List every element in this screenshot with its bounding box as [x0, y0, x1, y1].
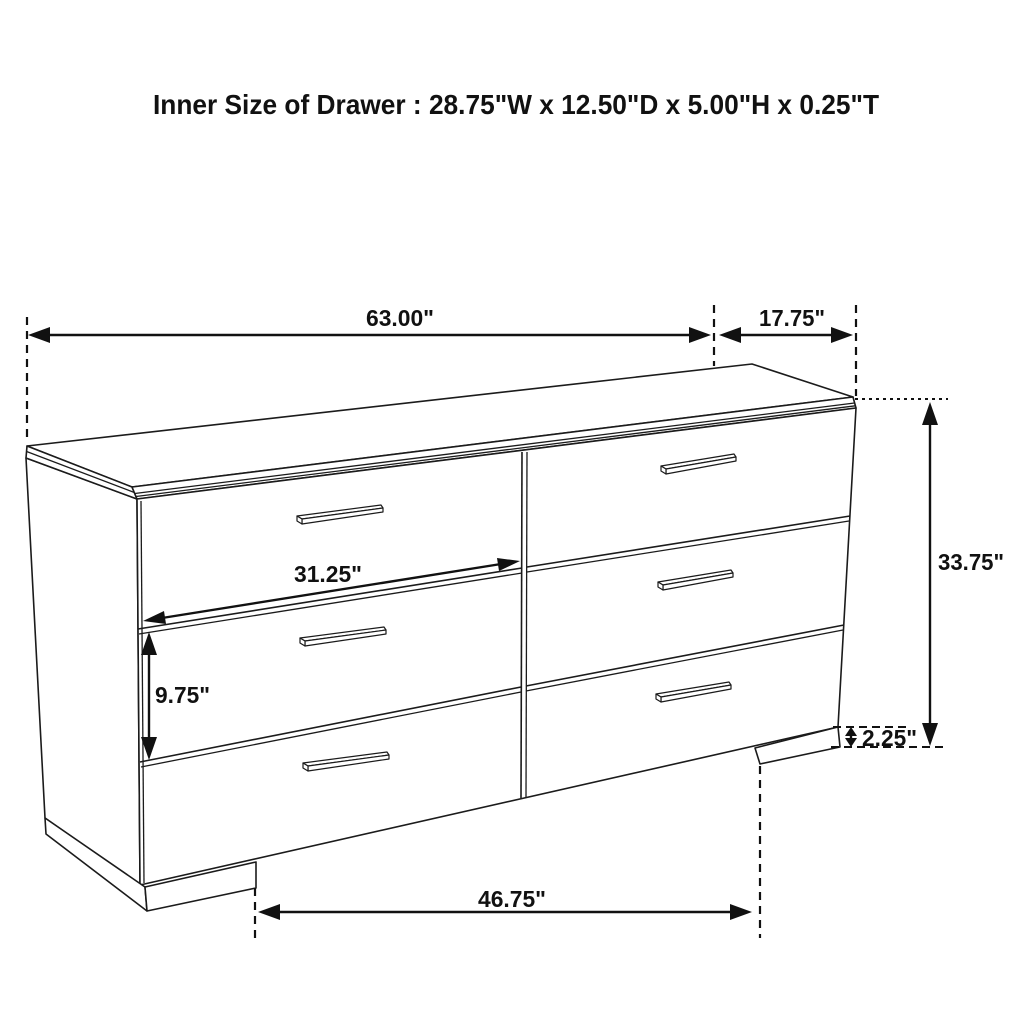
diagram-title: Inner Size of Drawer : 28.75"W x 12.50"D x 5.00"H x 0.25"T: [153, 89, 879, 120]
dim-label-top-depth: 17.75": [759, 305, 825, 331]
dim-label-overall-height: 33.75": [938, 549, 1004, 575]
drawer-divider-center: [521, 452, 522, 798]
dim-label-base-width: 46.75": [478, 886, 546, 912]
dim-label-top-width: 63.00": [366, 305, 434, 331]
dim-label-drawer-height: 9.75": [155, 682, 210, 708]
dim-label-drawer-width: 31.25": [294, 561, 362, 587]
dim-label-leg-height: 2.25": [862, 725, 917, 751]
